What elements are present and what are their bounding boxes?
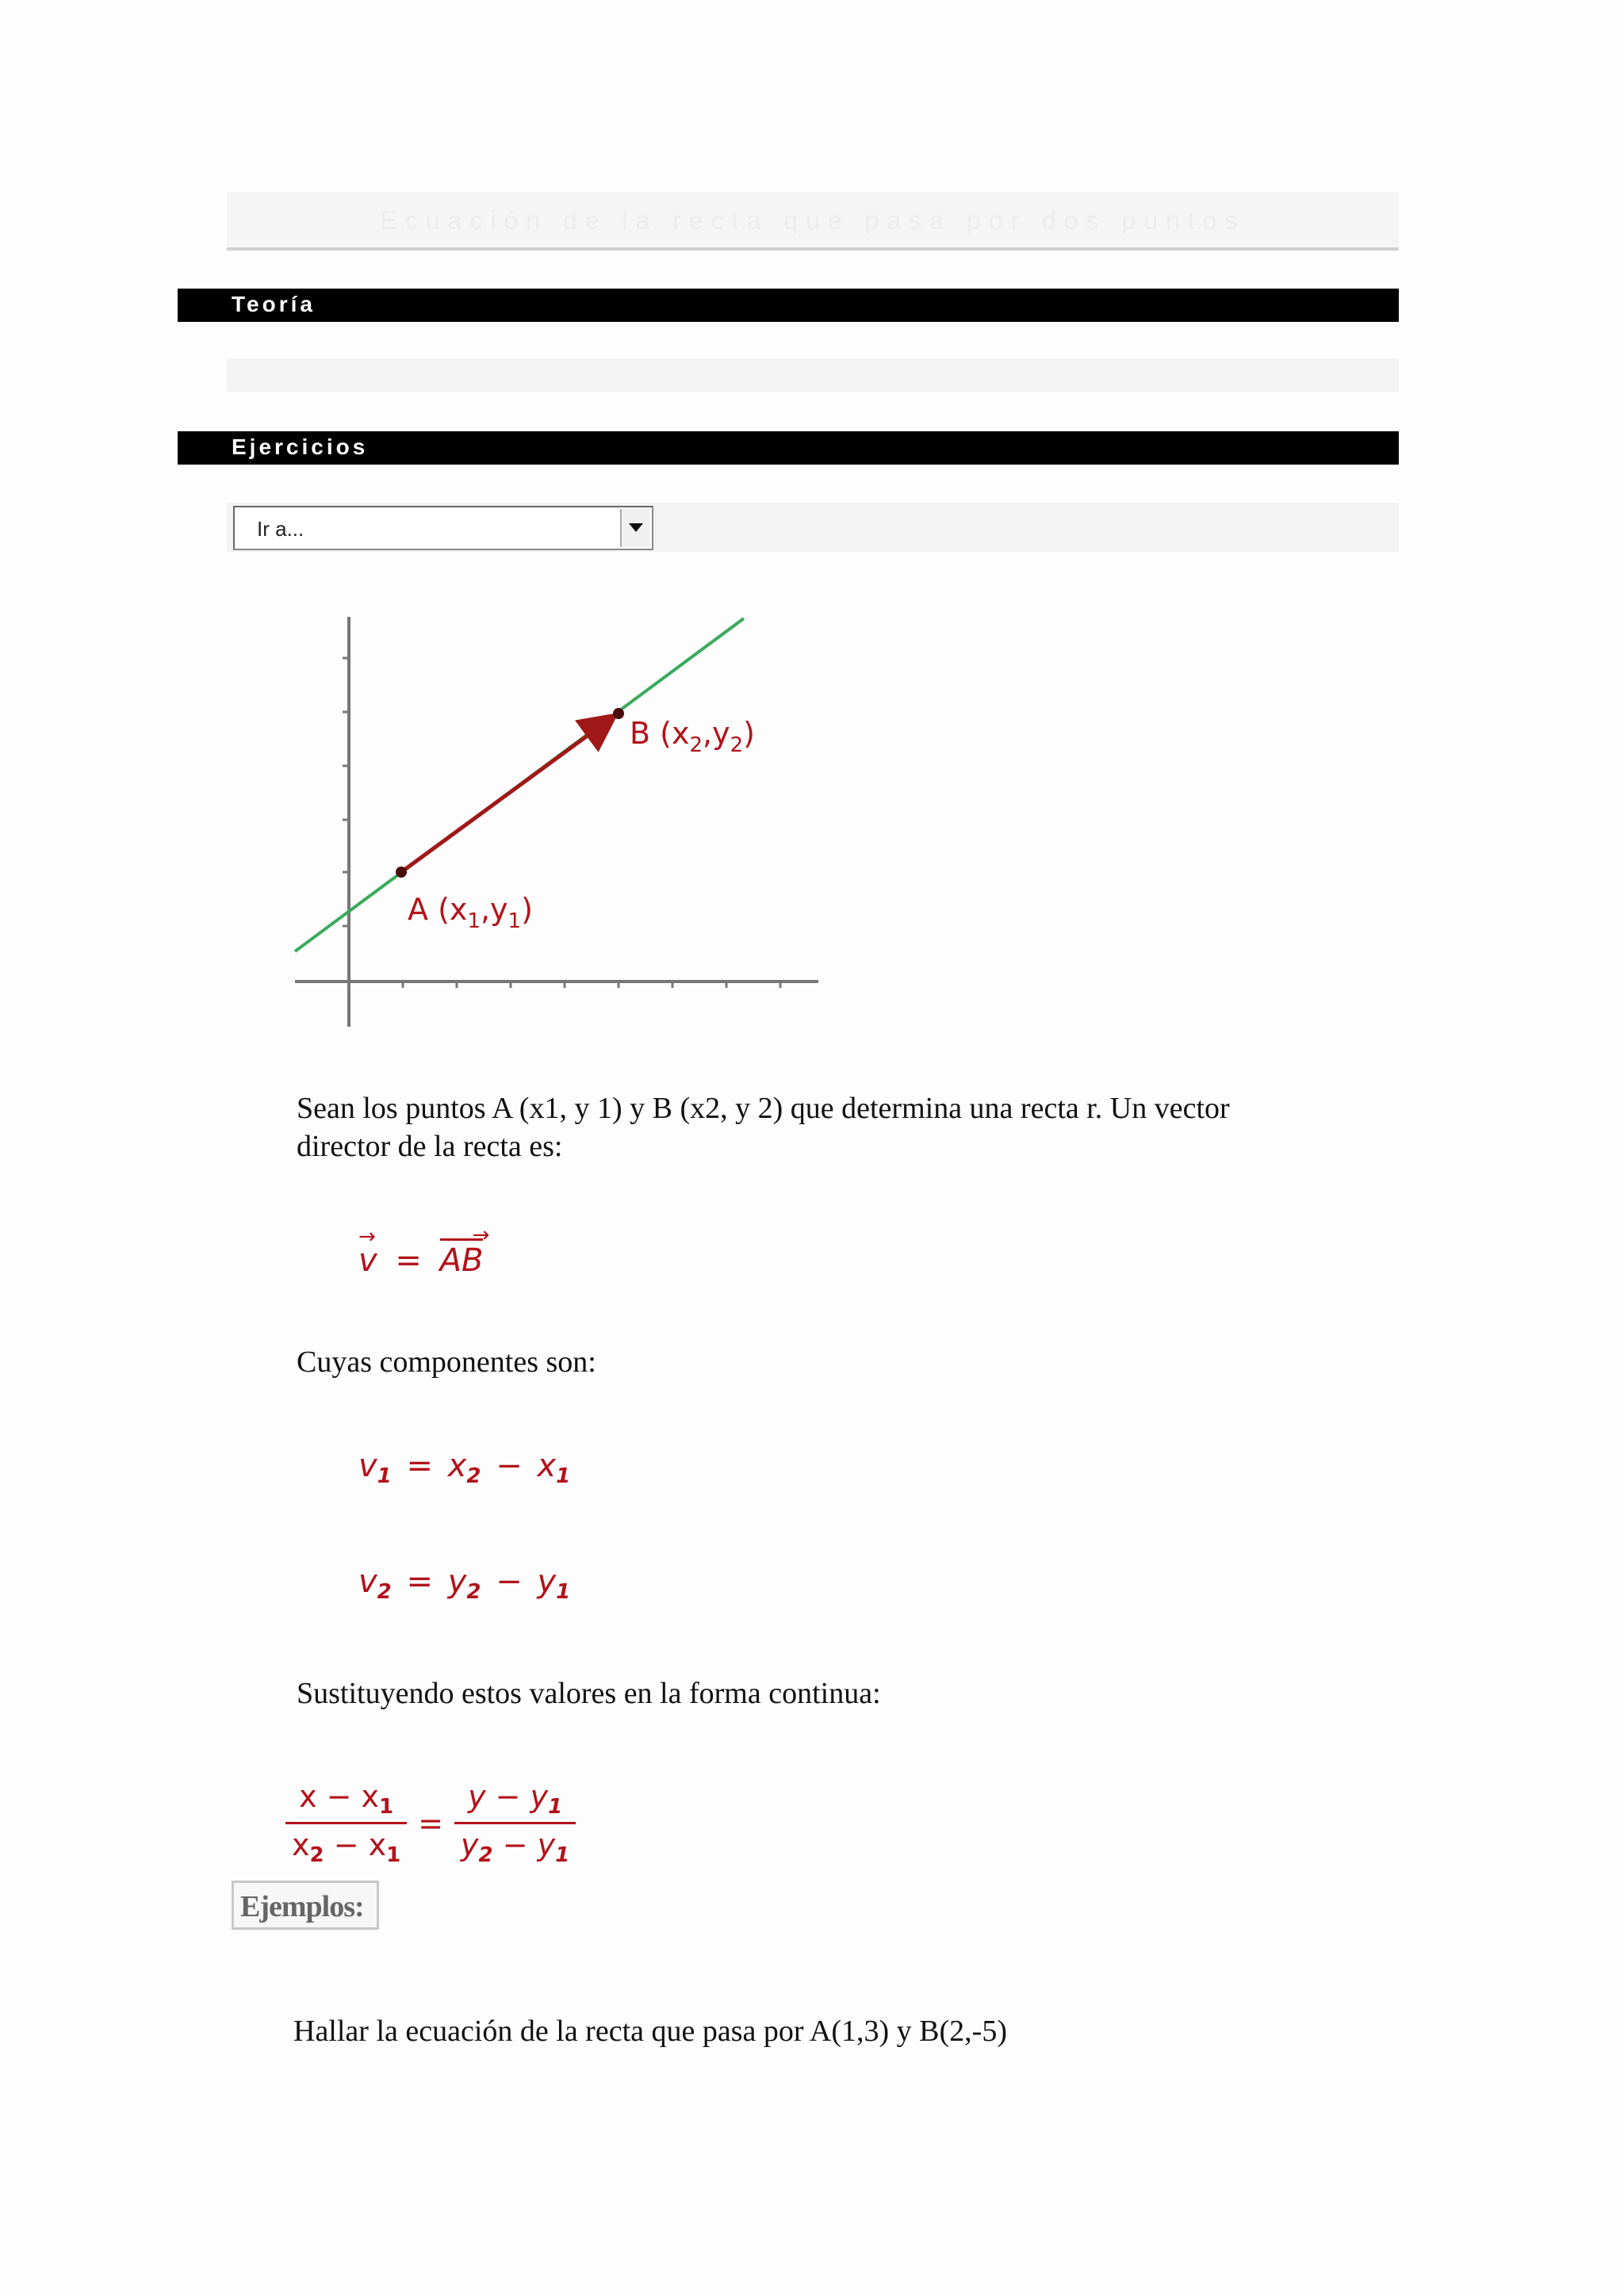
- page-title: Ecuación de la recta que pasa por dos puntos: [380, 206, 1246, 235]
- axis-ticks: [343, 658, 780, 988]
- point-b-label: B $(x_2,y_2)$: [630, 716, 755, 757]
- components-text: Cuyas componentes son:: [297, 1345, 596, 1379]
- substitute-text: Sustituyendo estos valores en la forma continua:: [297, 1677, 881, 1710]
- examples-label: Ejemplos:: [232, 1881, 379, 1930]
- section-exercises-label: Ejercicios: [232, 434, 369, 459]
- section-theory-label: Teoría: [232, 292, 316, 316]
- fraction-left: $\frac{x - x_1}{x_2 - x_1}$: [285, 1779, 407, 1867]
- section-header-theory[interactable]: [178, 289, 1399, 322]
- vector-ab: [401, 718, 612, 872]
- line-two-points-diagram: [285, 603, 841, 1031]
- vector-arrow-icon: →: [472, 1223, 490, 1247]
- point-a-label: A $(x_1,y_1)$: [408, 892, 533, 933]
- formula-vector-def: → v = → AB: [358, 1223, 490, 1279]
- example-prompt: Hallar la ecuación de la recta que pasa por A(1,3) y B(2,-5): [293, 2015, 1007, 2048]
- goto-select[interactable]: [233, 506, 653, 550]
- point-b: [613, 708, 624, 719]
- vector-arrow-icon: →: [358, 1225, 376, 1249]
- formula-v2: $v_2 = y_2 - y_1$: [358, 1563, 571, 1604]
- goto-select-value: Ir a...: [257, 517, 304, 541]
- formula-v1: $v_1 = x_2 - x_1$: [358, 1448, 571, 1488]
- formula-continuous: $\frac{x - x_1}{x_2 - x_1}$ = $\frac{y - y_1}{y_2 - y_1}$: [285, 1779, 576, 1867]
- section-header-exercises[interactable]: [178, 431, 1399, 465]
- title-bar: [227, 192, 1399, 251]
- intro-paragraph: [297, 1089, 1327, 1165]
- point-a: [396, 867, 407, 878]
- intro-line-2: director de la recta es:: [297, 1130, 563, 1163]
- chevron-down-icon[interactable]: [620, 509, 650, 547]
- fraction-right: $\frac{y - y_1}{y_2 - y_1}$: [454, 1779, 576, 1867]
- intro-line-1: Sean los puntos A (x1, y 1) y B (x2, y 2) que determina una recta r. Un vector: [297, 1092, 1230, 1125]
- theory-panel: [227, 358, 1399, 392]
